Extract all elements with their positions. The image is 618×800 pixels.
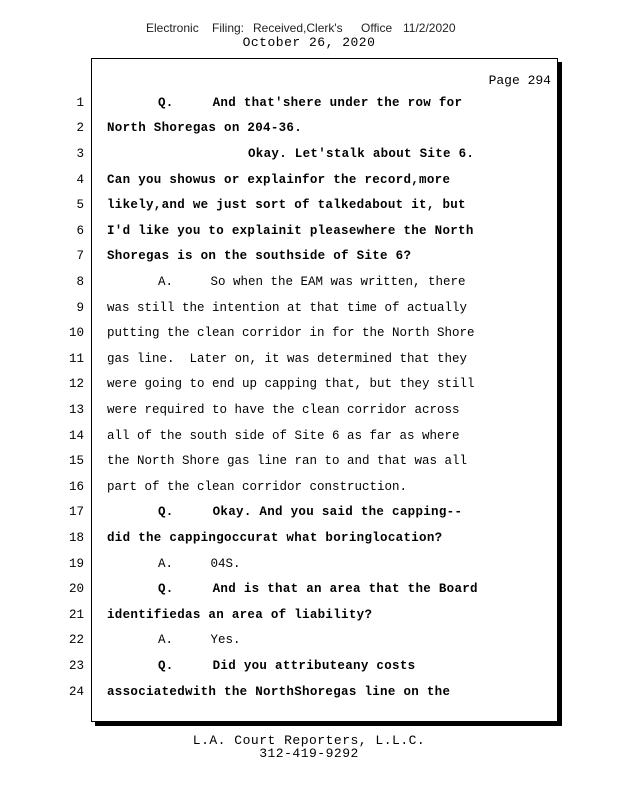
line-number: 9	[76, 301, 84, 315]
line-text: were going to end up capping that, but they still	[107, 377, 475, 391]
transcript-date: October 26, 2020	[242, 35, 376, 50]
line-number: 3	[76, 147, 84, 161]
line-number: 17	[68, 505, 84, 519]
line-number: 6	[76, 224, 84, 238]
filing-electronic: Electronic	[146, 21, 199, 35]
line-text: was still the intention at that time of actually	[107, 301, 468, 315]
filing-office: Office	[361, 21, 393, 35]
line-text: Q. And is that an area that the Board	[158, 582, 478, 596]
line-text: the North Shore gas line ran to and that was all	[107, 454, 468, 468]
page-number: Page 294	[488, 73, 551, 88]
line-number: 10	[68, 326, 84, 340]
line-text: identifiedas an area of liability?	[107, 608, 373, 622]
line-text: part of the clean corridor construction.	[107, 480, 408, 494]
line-number: 24	[68, 685, 84, 699]
line-number: 19	[68, 557, 84, 571]
line-text: did the cappingoccurat what boringlocation?	[107, 531, 443, 545]
line-number: 16	[68, 480, 84, 494]
line-text: Q. And that'shere under the row for	[158, 96, 463, 110]
line-number: 11	[68, 352, 84, 366]
line-text: Okay. Let'stalk about Site 6.	[248, 147, 475, 161]
line-text: North Shoregas on 204-36.	[107, 121, 303, 135]
line-text: likely,and we just sort of talkedabout it, but	[107, 198, 466, 212]
line-text: Can you showus or explainfor the record,more	[107, 173, 451, 187]
footer-phone: 312-419-9292	[259, 746, 359, 761]
line-text: Shoregas is on the southside of Site 6?	[107, 249, 412, 263]
line-number: 13	[68, 403, 84, 417]
line-number: 12	[68, 377, 84, 391]
line-text: all of the south side of Site 6 as far as where	[107, 429, 460, 443]
line-text: associatedwith the NorthShoregas line on the	[107, 685, 451, 699]
filing-date: 11/2/2020	[403, 21, 456, 35]
line-number: 5	[76, 198, 84, 212]
line-text: Q. Okay. And you said the capping--	[158, 505, 463, 519]
line-number: 22	[68, 633, 84, 647]
line-number: 7	[76, 249, 84, 263]
filing-received: Received,Clerk's	[253, 21, 343, 35]
line-text: A. So when the EAM was written, there	[158, 275, 466, 289]
line-text: I'd like you to explainit pleasewhere the North	[107, 224, 474, 238]
line-number: 4	[76, 173, 84, 187]
line-text: putting the clean corridor in for the North Shore	[107, 326, 475, 340]
line-number: 21	[68, 608, 84, 622]
footer-company: L.A. Court Reporters, L.L.C.	[192, 733, 426, 748]
line-text: were required to have the clean corridor across	[107, 403, 460, 417]
line-number: 20	[68, 582, 84, 596]
line-text: A. Yes.	[158, 633, 241, 647]
line-text: Q. Did you attributeany costs	[158, 659, 416, 673]
line-text: A. 04S.	[158, 557, 241, 571]
line-number: 2	[76, 121, 84, 135]
line-text: gas line. Later on, it was determined that they	[107, 352, 468, 366]
line-number: 14	[68, 429, 84, 443]
line-number: 18	[68, 531, 84, 545]
line-number: 23	[68, 659, 84, 673]
filing-label: Filing:	[212, 21, 245, 35]
line-number: 1	[76, 96, 84, 110]
line-number: 15	[68, 454, 84, 468]
line-number: 8	[76, 275, 84, 289]
